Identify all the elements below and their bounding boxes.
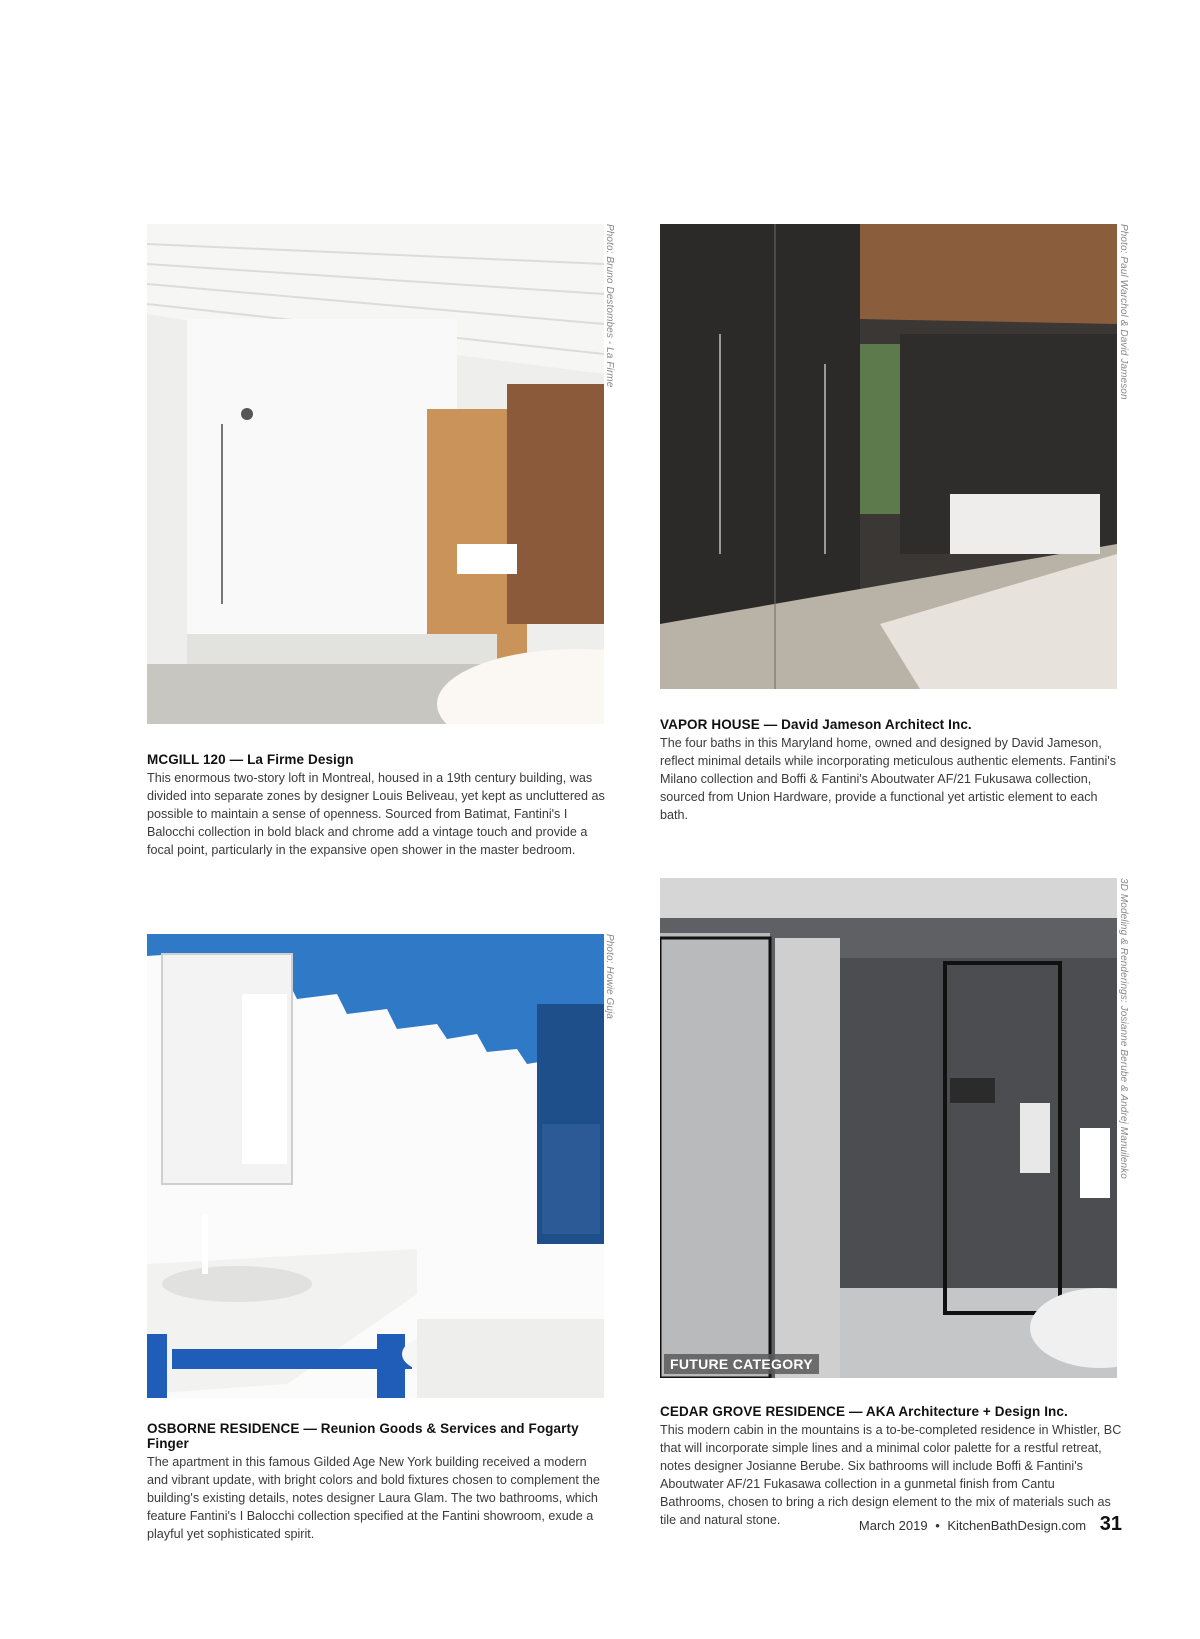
article-body: This modern cabin in the mountains is a to-be-completed residence in Whistler, BC that will incorporate simple lines and a minimal color palette for a restful retreat, notes designer Josianne Berube. Six bathrooms will include Boffi & Fantini's Aboutwater AF/21 Fukasawa collection in a gunmetal finish from Cantu Bathrooms, chosen to bring a rich design element to the mix of materials such as tile and natural stone. — [660, 1423, 1122, 1527]
photo-cedar-grove-rendering — [660, 878, 1117, 1378]
article-title: VAPOR HOUSE — David Jameson Architect Inc. — [660, 717, 972, 732]
issue-date: March 2019 — [858, 1518, 928, 1533]
photo-vapor-house-bathroom — [660, 224, 1117, 689]
photo-credit: Photo: Bruno Destombes - La Firme — [604, 224, 615, 388]
article-title: MCGILL 120 — La Firme Design — [147, 752, 354, 767]
page-footer — [859, 1513, 1122, 1536]
article-body: This enormous two-story loft in Montreal, housed in a 19th century building, was divided into separate zones by designer Louis Beliveau, yet kept as uncluttered as possible to maintain a sense of openness. Sourced from Batimat, Fantini's I Balocchi collection in bold black and chrome add a vintage touch and provide a focal point, particularly in the expansive open shower in the master bedroom. — [147, 771, 605, 857]
article-title: CEDAR GROVE RESIDENCE — AKA Architecture + Design Inc. — [660, 1404, 1068, 1419]
article-cedar-grove — [660, 1404, 1122, 1529]
page-number: 31 — [1099, 1513, 1122, 1535]
article-title: OSBORNE RESIDENCE — Reunion Goods & Services and Fogarty Finger — [147, 1421, 579, 1451]
footer-separator: • — [935, 1518, 940, 1533]
photo-credit: Photo: Paul Warchol & David Jameson — [1118, 224, 1129, 400]
article-body: The apartment in this famous Gilded Age New York building received a modern and vibrant update, with bright colors and bold fixtures chosen to complement the building's existing details, notes designer Laura Glam. The two bathrooms, which feature Fantini's I Balocchi collection specified at the Fantini showroom, exude a playful yet sophisticated spirit. — [147, 1455, 600, 1541]
article-vapor-house — [660, 717, 1122, 824]
article-osborne — [147, 1421, 609, 1543]
article-body: The four baths in this Maryland home, owned and designed by David Jameson, reflect minimal details while incorporating meticulous authentic elements. Fantini's Milano collection and Boffi & Fantini's Aboutwater AF/21 Fukusawa collection, sourced from Union Hardware, provide a functional yet artistic element to each bath. — [660, 736, 1116, 822]
future-category-badge: FUTURE CATEGORY — [664, 1354, 819, 1374]
article-mcgill — [147, 752, 609, 859]
photo-credit: 3D Modeling & Renderings: Josianne Berube & Andrej Manuilenko — [1118, 878, 1129, 1179]
photo-credit: Photo: Howie Guja — [604, 934, 615, 1020]
photo-osborne-bathroom — [147, 934, 604, 1398]
site-url: KitchenBathDesign.com — [947, 1518, 1087, 1533]
photo-mcgill-bathroom — [147, 224, 604, 724]
